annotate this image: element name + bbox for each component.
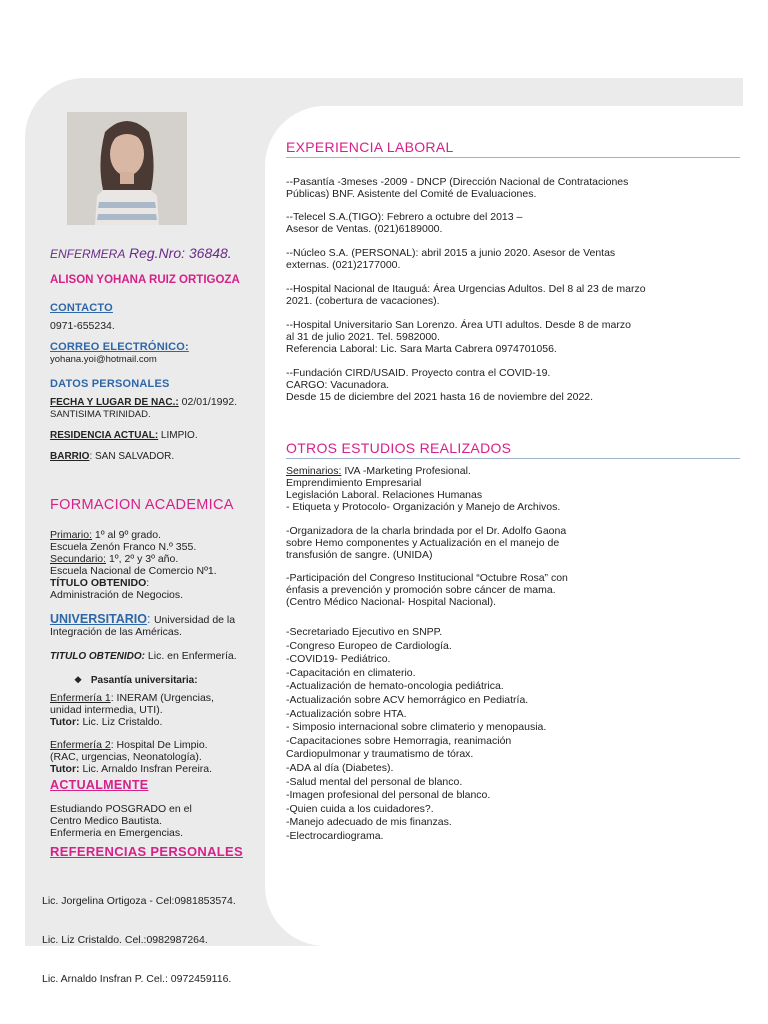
experiencia-line: Públicas) BNF. Asistente del Comité de Evaluaciones. xyxy=(286,188,537,200)
universitario-value-2: Integración de las Américas. xyxy=(50,626,182,638)
pasantia-1-line-1: : INERAM (Urgencias, xyxy=(110,692,214,704)
experiencia-line: --Pasantía -3meses -2009 - DNCP (Dirección Nacional de Contrataciones xyxy=(286,176,629,188)
pasantia-2-line-2: (RAC, urgencias, Neonatología). xyxy=(50,751,202,763)
list-item: -Actualización sobre HTA. xyxy=(286,707,407,720)
congreso-line: (Centro Médico Nacional- Hospital Nacional). xyxy=(286,596,497,608)
charla-line: sobre Hemo componentes y Actualización en el manejo de xyxy=(286,537,560,549)
residence-info xyxy=(50,429,198,443)
pasantia-2-label: Enfermería 2 xyxy=(50,739,111,751)
primary-secondary-education xyxy=(50,529,217,601)
list-item: -ADA al día (Diabetes). xyxy=(286,761,394,774)
seminario-line: Emprendimiento Empresarial xyxy=(286,477,422,489)
titulo-label: TÍTULO OBTENIDO xyxy=(50,577,147,589)
seminarios-label: Seminarios: xyxy=(286,465,342,477)
university-degree xyxy=(50,650,237,663)
list-item: -Capacitaciones sobre Hemorragia, reanimación xyxy=(286,734,512,747)
contact-heading: CONTACTO xyxy=(50,302,113,314)
experiencia-divider xyxy=(286,157,740,158)
titulo2-value: Lic. en Enfermería. xyxy=(145,650,237,662)
list-item: -Imagen profesional del personal de blanco. xyxy=(286,789,491,802)
list-item: -Actualización sobre ACV hemorrágico en Pediatría. xyxy=(286,693,529,706)
referencia-line: Lic. Liz Cristaldo. Cel.:0982987264. xyxy=(42,934,208,946)
profile-role-line xyxy=(50,245,232,261)
actualmente-line: Enfermeria en Emergencias. xyxy=(50,827,184,839)
seminarios-first: IVA -Marketing Profesional. xyxy=(341,465,471,477)
experiencia-item xyxy=(286,367,593,403)
experiencia-item xyxy=(286,283,646,307)
pasantia-1-tutor: Lic. Liz Cristaldo. xyxy=(79,716,163,728)
full-name: ALISON YOHANA RUIZ ORTIGOZA xyxy=(50,274,240,286)
experiencia-line: --Telecel S.A.(TIGO): Febrero a octubre del 2013 – xyxy=(286,211,523,223)
seminario-line: - Etiqueta y Protocolo- Organización y Manejo de Archivos. xyxy=(286,501,561,513)
experiencia-line: Referencia Laboral: Lic. Sara Marta Cabrera 0974701056. xyxy=(286,343,557,355)
list-item: -COVID19- Pediátrico. xyxy=(286,653,391,666)
experiencia-item xyxy=(286,176,628,200)
barrio-info xyxy=(50,450,174,464)
pasantia-2 xyxy=(50,739,212,775)
list-item: -Actualización de hemato-oncologia pediátrica. xyxy=(286,680,504,693)
experiencia-line: --Fundación CIRD/USAID. Proyecto contra el COVID-19. xyxy=(286,367,551,379)
congreso xyxy=(286,572,568,608)
referencia-line: Lic. Jorgelina Ortigoza - Cel:0981853574. xyxy=(42,895,236,907)
experiencia-line: Asesor de Ventas. (021)6189000. xyxy=(286,223,443,235)
list-item: -Capacitación en climaterio. xyxy=(286,666,416,679)
actualmente-line: Centro Medico Bautista. xyxy=(50,815,163,827)
pasantia-2-tutor-label: Tutor: xyxy=(50,763,80,775)
pasantia-2-tutor: Lic. Arnaldo Insfran Pereira. xyxy=(79,763,213,775)
birth-label: FECHA Y LUGAR DE NAC.: xyxy=(50,397,179,408)
congreso-line: -Participación del Congreso Institucional “Octubre Rosa” con xyxy=(286,572,568,584)
universitario-colon: : xyxy=(147,612,154,626)
list-item: -Salud mental del personal de blanco. xyxy=(286,775,463,788)
birth-info xyxy=(50,396,237,420)
experiencia-line: --Núcleo S.A. (PERSONAL): abril 2015 a junio 2020. Asesor de Ventas xyxy=(286,247,616,259)
residence-value: LIMPIO. xyxy=(158,430,198,441)
list-item: -Quien cuida a los cuidadores?. xyxy=(286,802,434,815)
birth-date: 02/01/1992. xyxy=(178,396,238,408)
seminarios xyxy=(286,465,560,513)
pasantia-heading-row xyxy=(74,674,198,687)
barrio-label: BARRIO xyxy=(50,451,90,462)
titulo-value: Administración de Negocios. xyxy=(50,589,184,601)
email-value: yohana.yoi@hotmail.com xyxy=(50,354,157,365)
university-education xyxy=(50,613,235,638)
charla xyxy=(286,525,566,561)
charla-line: transfusión de sangre. (UNIDA) xyxy=(286,549,433,561)
list-item: -Secretariado Ejecutivo en SNPP. xyxy=(286,626,443,638)
secundario-value: 1º, 2º y 3º año. xyxy=(106,553,179,565)
secundario-label: Secundario: xyxy=(50,553,107,565)
experiencia-line: --Hospital Universitario San Lorenzo. Área UTI adultos. Desde 8 de marzo xyxy=(286,319,631,331)
role-title: ENFERMERA xyxy=(50,247,126,261)
experiencia-line: externas. (021)2177000. xyxy=(286,259,401,271)
pasantia-1-label: Enfermería 1 xyxy=(50,692,111,704)
referencia-line: Lic. Arnaldo Insfran P. Cel.: 0972459116. xyxy=(42,973,232,985)
otros-estudios-divider xyxy=(286,458,740,459)
experiencia-line: Desde 15 de diciembre del 2021 hasta 16 de noviembre del 2022. xyxy=(286,391,594,403)
actualmente-heading: ACTUALMENTE xyxy=(50,778,149,792)
contact-phone: 0971-655234. xyxy=(50,320,115,332)
experiencia-line: CARGO: Vacunadora. xyxy=(286,379,390,391)
residence-label: RESIDENCIA ACTUAL: xyxy=(50,430,159,441)
titulo2-label: TITULO OBTENIDO: xyxy=(50,651,145,662)
charla-line: -Organizadora de la charla brindada por el Dr. Adolfo Gaona xyxy=(286,525,567,537)
diamond-bullet-icon: ❖ xyxy=(74,675,83,685)
pasantia-1-line-2: unidad intermedia, UTI). xyxy=(50,704,163,716)
primario-school: Escuela Zenón Franco N.º 355. xyxy=(50,541,197,553)
profile-photo-illustration xyxy=(67,112,187,225)
pasantia-2-line-1: : Hospital De Limpio. xyxy=(110,739,208,751)
experiencia-line: --Hospital Nacional de Itauguá: Área Urgencias Adultos. Del 8 al 23 de marzo xyxy=(286,283,646,295)
barrio-value: : SAN SALVADOR. xyxy=(89,451,175,462)
titulo-colon: : xyxy=(146,577,150,589)
universitario-value-1: Universidad de la xyxy=(153,614,236,626)
referencias-heading: REFERENCIAS PERSONALES xyxy=(50,844,243,859)
experiencia-heading: EXPERIENCIA LABORAL xyxy=(286,139,454,155)
otros-estudios-heading: OTROS ESTUDIOS REALIZADOS xyxy=(286,440,512,456)
list-item: Cardiopulmonar y traumatismo de tórax. xyxy=(286,748,474,761)
personal-data-heading: DATOS PERSONALES xyxy=(50,378,170,390)
actualmente-lines xyxy=(50,803,192,839)
otros-estudios-list xyxy=(286,626,546,844)
primario-label: Primario: xyxy=(50,529,93,541)
universitario-label: UNIVERSITARIO xyxy=(50,612,147,626)
actualmente-line: Estudiando POSGRADO en el xyxy=(50,803,192,815)
referencias-lines xyxy=(42,869,236,999)
pasantia-1-tutor-label: Tutor: xyxy=(50,716,80,728)
list-item: -Electrocardiograma. xyxy=(286,829,384,842)
experiencia-item xyxy=(286,247,615,271)
registration-number: Reg.Nro: 36848. xyxy=(128,245,232,261)
pasantia-1 xyxy=(50,692,214,728)
email-heading: CORREO ELECTRÓNICO: xyxy=(50,341,189,353)
experiencia-item xyxy=(286,319,631,355)
experiencia-item xyxy=(286,211,522,235)
list-item: -Congreso Europeo de Cardiología. xyxy=(286,639,452,652)
experiencia-line: 2021. (cobertura de vacaciones). xyxy=(286,295,440,307)
experiencia-line: al 31 de julio 2021. Tel. 5982000. xyxy=(286,331,440,343)
pasantia-heading: Pasantía universitaria: xyxy=(90,675,198,686)
birth-place: SANTISIMA TRINIDAD. xyxy=(50,408,151,420)
profile-photo xyxy=(67,112,187,225)
list-item: -Manejo adecuado de mis finanzas. xyxy=(286,816,452,829)
secundario-school: Escuela Nacional de Comercio Nº1. xyxy=(50,565,217,577)
formacion-heading: FORMACION ACADEMICA xyxy=(50,497,234,513)
congreso-line: énfasis a prevención y promoción sobre cáncer de mama. xyxy=(286,584,556,596)
primario-value: 1º al 9º grado. xyxy=(92,529,161,541)
list-item: - Simposio internacional sobre climaterio y menopausia. xyxy=(286,721,547,734)
seminario-line: Legislación Laboral. Relaciones Humanas xyxy=(286,489,483,501)
